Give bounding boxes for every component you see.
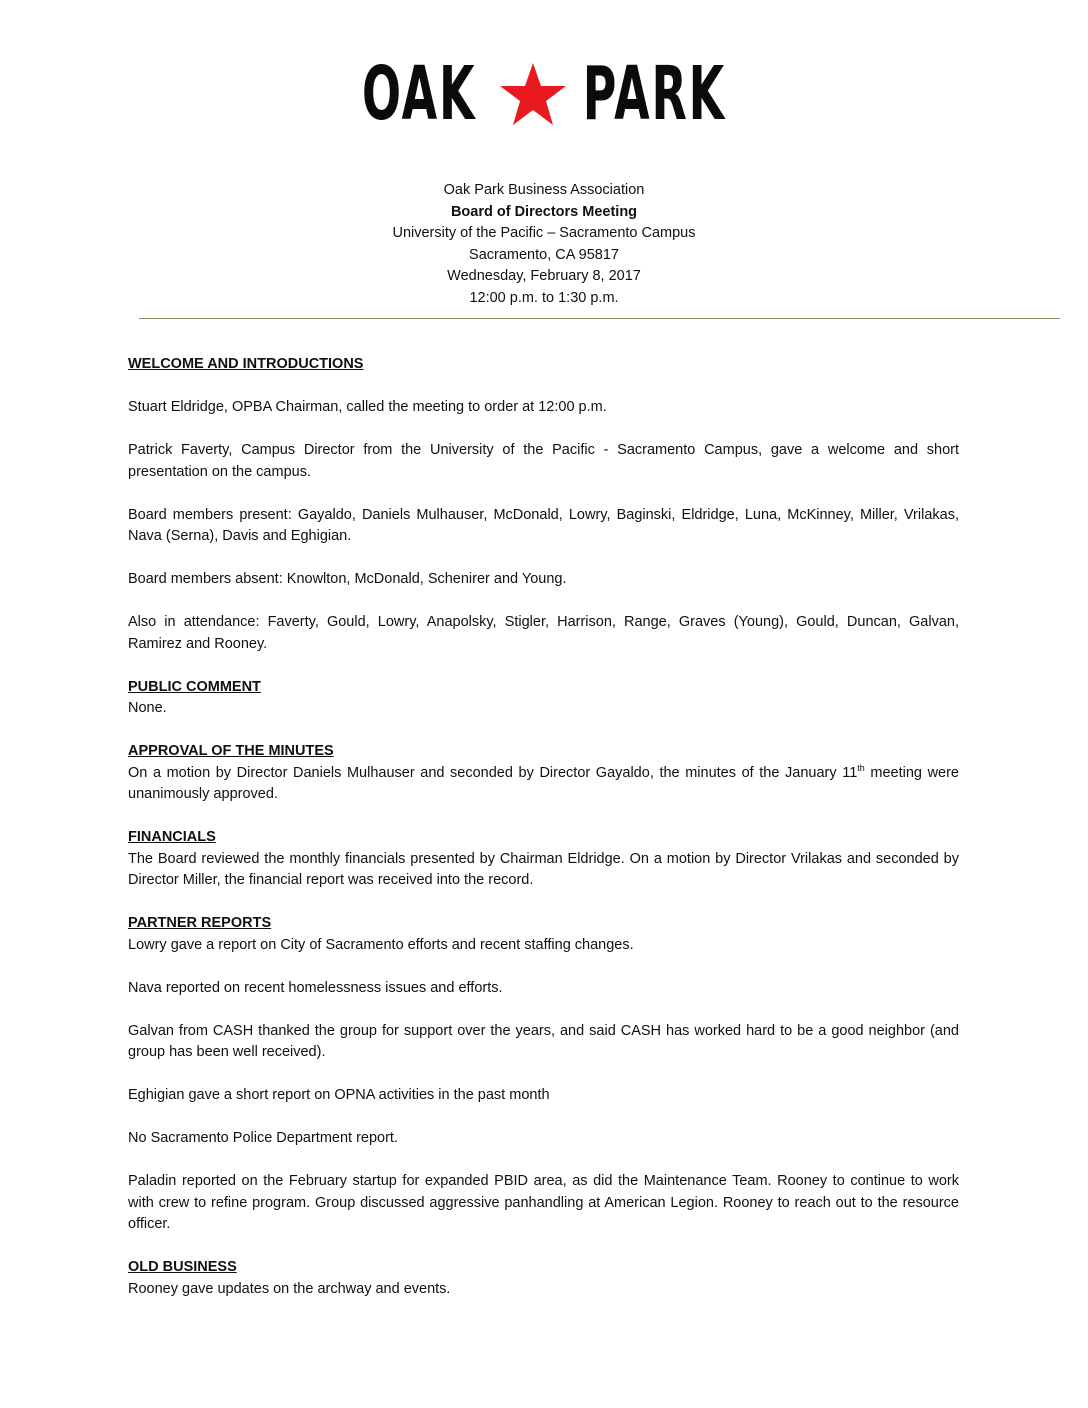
paragraph-also-attending: Also in attendance: Faverty, Gould, Lowry, Anapolsky, Stigler, Harrison, Range, Graves (Young), Gould, Duncan, Galvan, Ramirez and Rooney. <box>128 614 959 652</box>
paragraph-welcome-presentation: Patrick Faverty, Campus Director from the University of the Pacific - Sacramento Campus, gave a welcome and short presentation on the campus. <box>128 442 959 480</box>
paragraph-police-report: No Sacramento Police Department report. <box>128 1130 398 1146</box>
paragraph-members-absent: Board members absent: Knowlton, McDonald, Schenirer and Young. <box>128 571 567 587</box>
logo-word-oak: OAK <box>362 51 477 137</box>
section-approval <box>128 741 959 827</box>
meeting-date: Wednesday, February 8, 2017 <box>447 268 641 284</box>
section-public-comment <box>128 677 959 742</box>
paragraph-call-to-order: Stuart Eldridge, OPBA Chairman, called the meeting to order at 12:00 p.m. <box>128 399 607 415</box>
section-old-business <box>128 1257 959 1300</box>
meeting-title: Board of Directors Meeting <box>450 203 638 220</box>
meeting-location: University of the Pacific – Sacramento Campus <box>392 225 696 241</box>
ordinal-suffix: th <box>857 762 865 773</box>
paragraph-galvan-report: Galvan from CASH thanked the group for support over the years, and said CASH has worked hard to be a good neighbor (and group has been well received). <box>128 1022 959 1060</box>
organization-name: Oak Park Business Association <box>443 182 645 198</box>
section-partner-reports <box>128 913 959 1257</box>
paragraph-lowry-report: Lowry gave a report on City of Sacramento efforts and recent staffing changes. <box>128 936 634 953</box>
meeting-header <box>0 180 1088 309</box>
approval-text-end: meeting were unanimously approved. <box>128 764 959 802</box>
section-title-public-comment: PUBLIC COMMENT <box>128 678 261 695</box>
paragraph-approval <box>128 763 959 806</box>
section-financials <box>128 827 959 913</box>
logo-word-park: PARK <box>582 51 726 137</box>
section-title-partner-reports: PARTNER REPORTS <box>128 915 272 931</box>
meeting-time: 12:00 p.m. to 1:30 p.m. <box>469 289 619 306</box>
paragraph-financials: The Board reviewed the monthly financials presented by Chairman Eldridge. On a motion by Director Vrilakas and seconded by Director Miller, the financial report was received into the record. <box>128 850 959 888</box>
minutes-body <box>128 354 959 1300</box>
section-title-welcome: WELCOME AND INTRODUCTIONS <box>128 356 364 372</box>
section-title-financials: FINANCIALS <box>128 829 216 845</box>
meeting-city: Sacramento, CA 95817 <box>469 246 619 263</box>
paragraph-old-business: Rooney gave updates on the archway and events. <box>128 1280 451 1297</box>
header-divider <box>139 318 1060 319</box>
paragraph-paladin-report: Paladin reported on the February startup for expanded PBID area, as did the Maintenance Team. Rooney to continue to work with crew to refine program. Group discussed aggressive panhandling at American Legion. Rooney to reach out to the resource officer. <box>128 1173 959 1232</box>
approval-text-start: On a motion by Director Daniels Mulhauser and seconded by Director Gayaldo, the minutes of the January 11 <box>128 764 858 781</box>
paragraph-nava-report: Nava reported on recent homelessness issues and efforts. <box>128 979 503 996</box>
section-title-approval: APPROVAL OF THE MINUTES <box>128 743 334 759</box>
red-star-icon <box>499 62 567 126</box>
oak-park-logo <box>362 51 726 137</box>
paragraph-eghigian-report: Eghigian gave a short report on OPNA activities in the past month <box>128 1087 550 1103</box>
paragraph-members-present: Board members present: Gayaldo, Daniels Mulhauser, McDonald, Lowry, Baginski, Eldridge, Luna, McKinney, Miller, Vrilakas, Nava (Serna), Davis and Eghigian. <box>128 506 959 544</box>
section-welcome <box>128 354 959 677</box>
section-title-old-business: OLD BUSINESS <box>128 1259 237 1275</box>
paragraph-public-comment: None. <box>128 700 167 716</box>
